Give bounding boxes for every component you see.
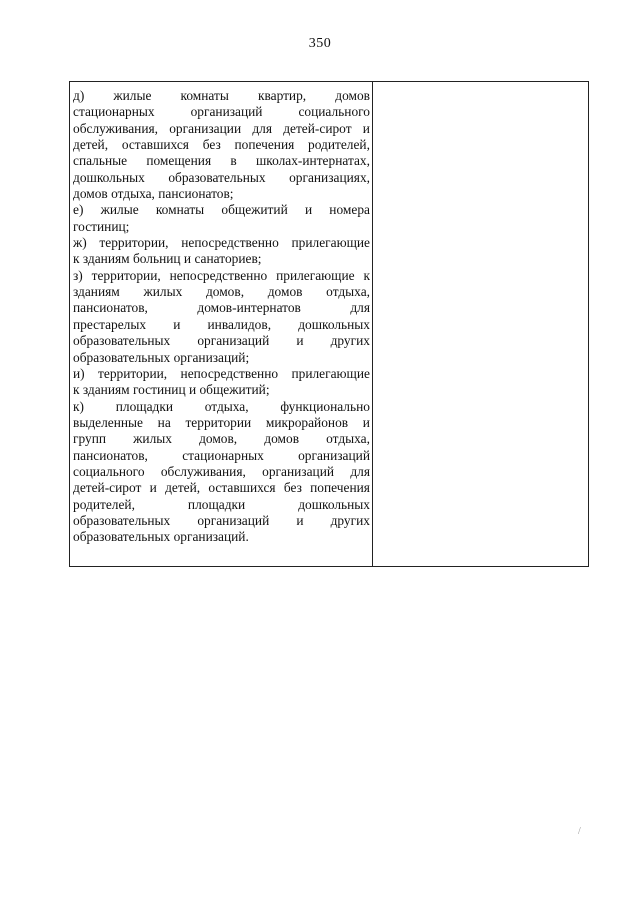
document-table <box>69 81 589 567</box>
text-line: образовательных организаций и других <box>73 512 370 528</box>
text-line: е) жилые комнаты общежитий и номера <box>73 202 370 218</box>
text-line: престарелых и инвалидов, дошкольных <box>73 316 370 332</box>
text-line: стационарных организаций социального <box>73 104 370 120</box>
text-line: спальные помещения в школах-интернатах, <box>73 153 370 169</box>
text-line: образовательных организаций; <box>73 349 250 365</box>
text-line: д) жилые комнаты квартир, домов <box>73 88 370 103</box>
text-line: пансионатов, домов-интернатов для <box>73 300 370 316</box>
text-line: з) территории, непосредственно прилегающие к <box>73 267 370 283</box>
text-line: выделенные на территории микрорайонов и <box>73 414 370 430</box>
text-line: родителей, площадки дошкольных <box>73 496 370 512</box>
text-line: обслуживания, организации для детей-сирот и <box>73 120 370 136</box>
text-line: к) площадки отдыха, функционально <box>73 398 370 414</box>
page-number: 350 <box>308 36 332 51</box>
table-cell-right <box>373 82 588 566</box>
text-line: групп жилых домов, домов отдыха, <box>73 431 370 447</box>
text-line: детей, оставшихся без попечения родителей, <box>73 137 370 153</box>
text-line: образовательных организаций. <box>73 529 249 545</box>
text-line: пансионатов, стационарных организаций <box>73 447 370 463</box>
text-line: к зданиям гостиниц и общежитий; <box>73 382 270 398</box>
text-line: к зданиям больниц и санаториев; <box>73 251 262 267</box>
text-line: и) территории, непосредственно прилегающие <box>73 365 370 381</box>
text-line: дошкольных образовательных организациях, <box>73 169 370 185</box>
table-cell-left <box>70 82 373 566</box>
text-line: гостиниц; <box>73 218 130 234</box>
text-line: детей-сирот и детей, оставшихся без попечения <box>73 480 370 496</box>
text-line: образовательных организаций и других <box>73 333 370 349</box>
text-line: домов отдыха, пансионатов; <box>73 186 234 202</box>
text-line: зданиям жилых домов, домов отдыха, <box>73 284 370 300</box>
text-line: социального обслуживания, организаций для <box>73 463 370 479</box>
text-line: ж) территории, непосредственно прилегающие <box>73 235 370 251</box>
scan-artifact: / <box>578 826 581 837</box>
